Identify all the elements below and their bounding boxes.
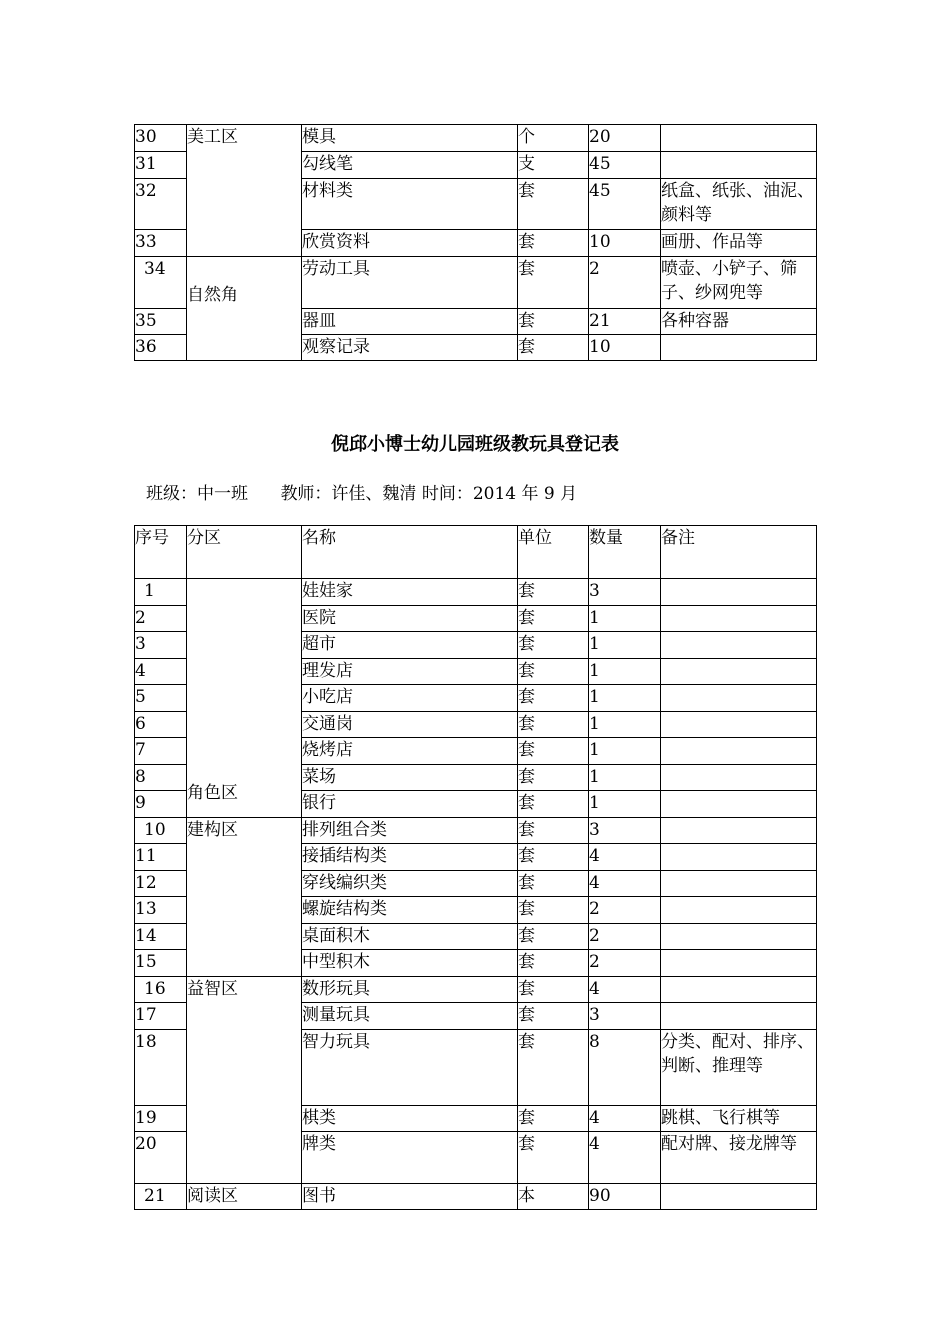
row-number: 3 [135,632,187,659]
item-note [661,897,817,924]
item-unit: 套 [518,923,589,950]
item-quantity: 1 [589,791,661,818]
row-number: 30 [135,125,187,152]
area-nature: 自然角 [187,257,302,361]
row-number: 18 [135,1029,187,1105]
item-quantity: 1 [589,605,661,632]
row-number: 4 [135,658,187,685]
item-name: 劳动工具 [302,257,518,309]
item-unit: 套 [518,685,589,712]
item-quantity: 4 [589,870,661,897]
item-name: 螺旋结构类 [302,897,518,924]
table-row [135,579,817,606]
item-quantity: 4 [589,844,661,871]
row-number: 6 [135,711,187,738]
item-unit: 套 [518,817,589,844]
toy-register-table-continued [134,124,817,361]
item-name: 牌类 [302,1131,518,1183]
item-note: 分类、配对、排序、判断、推理等 [661,1029,817,1105]
item-unit: 本 [518,1183,589,1210]
item-unit: 套 [518,257,589,309]
item-name: 小吃店 [302,685,518,712]
item-note [661,152,817,179]
item-quantity: 3 [589,1003,661,1030]
item-name: 交通岗 [302,711,518,738]
item-name: 智力玩具 [302,1029,518,1105]
row-number: 13 [135,897,187,924]
item-quantity: 45 [589,179,661,230]
item-note [661,1183,817,1210]
item-note [661,579,817,606]
register-meta [146,479,577,504]
item-quantity: 4 [589,1131,661,1183]
item-note [661,685,817,712]
item-name: 穿线编织类 [302,870,518,897]
item-note [661,738,817,765]
item-quantity: 2 [589,897,661,924]
area-read: 阅读区 [187,1183,302,1210]
item-name: 观察记录 [302,335,518,361]
item-unit: 套 [518,335,589,361]
item-note [661,817,817,844]
teacher-label: 教师：许佳、魏清 [280,484,417,504]
header-name: 名称 [302,526,518,579]
row-number: 32 [135,179,187,230]
header-note: 备注 [661,526,817,579]
item-name: 排列组合类 [302,817,518,844]
item-note [661,791,817,818]
item-unit: 套 [518,579,589,606]
item-note [661,950,817,977]
item-note [661,923,817,950]
row-number: 11 [135,844,187,871]
item-unit: 套 [518,1003,589,1030]
item-unit: 个 [518,125,589,152]
item-name: 模具 [302,125,518,152]
item-unit: 套 [518,658,589,685]
item-unit: 套 [518,632,589,659]
item-name: 接插结构类 [302,844,518,871]
row-number: 31 [135,152,187,179]
item-name: 银行 [302,791,518,818]
item-note: 各种容器 [661,309,817,335]
item-quantity: 2 [589,923,661,950]
item-unit: 套 [518,791,589,818]
item-note [661,632,817,659]
item-note [661,870,817,897]
page-title: 倪邱小博士幼儿园班级教玩具登记表 [331,434,619,455]
item-name: 烧烤店 [302,738,518,765]
item-note [661,605,817,632]
item-name: 理发店 [302,658,518,685]
item-unit: 套 [518,1131,589,1183]
item-note: 配对牌、接龙牌等 [661,1131,817,1183]
item-unit: 套 [518,1105,589,1131]
item-note [661,125,817,152]
item-name: 棋类 [302,1105,518,1131]
item-name: 勾线笔 [302,152,518,179]
item-note: 喷壶、小铲子、筛子、纱网兜等 [661,257,817,309]
item-name: 超市 [302,632,518,659]
item-note [661,658,817,685]
header-unit: 单位 [518,526,589,579]
item-name: 材料类 [302,179,518,230]
item-unit: 套 [518,976,589,1003]
row-number: 16 [135,976,187,1003]
item-note [661,844,817,871]
item-name: 图书 [302,1183,518,1210]
class-label: 班级：中一班 [146,484,248,504]
item-unit: 套 [518,179,589,230]
row-number: 1 [135,579,187,606]
header-area: 分区 [187,526,302,579]
item-unit: 套 [518,950,589,977]
table-row [135,125,817,152]
item-quantity: 90 [589,1183,661,1210]
item-quantity: 1 [589,738,661,765]
item-name: 数形玩具 [302,976,518,1003]
item-quantity: 10 [589,335,661,361]
area-build: 建构区 [187,817,302,976]
table-header-row [135,526,817,579]
item-unit: 套 [518,230,589,257]
row-number: 10 [135,817,187,844]
item-quantity: 20 [589,125,661,152]
row-number: 21 [135,1183,187,1210]
row-number: 15 [135,950,187,977]
table-row [135,817,817,844]
area-art: 美工区 [187,125,302,257]
item-name: 菜场 [302,764,518,791]
row-number: 19 [135,1105,187,1131]
item-unit: 套 [518,738,589,765]
area-role: 角色区 [187,579,302,818]
item-unit: 套 [518,897,589,924]
toy-register-table [134,525,817,1210]
item-quantity: 1 [589,658,661,685]
table-row [135,976,817,1003]
item-quantity: 1 [589,711,661,738]
header-number: 序号 [135,526,187,579]
row-number: 20 [135,1131,187,1183]
row-number: 5 [135,685,187,712]
item-note [661,711,817,738]
row-number: 2 [135,605,187,632]
area-puzzle: 益智区 [187,976,302,1183]
row-number: 9 [135,791,187,818]
item-name: 医院 [302,605,518,632]
time-label: 时间：2014 年 9 月 [421,484,578,504]
item-unit: 套 [518,844,589,871]
item-unit: 套 [518,1029,589,1105]
item-quantity: 21 [589,309,661,335]
row-number: 12 [135,870,187,897]
item-unit: 套 [518,605,589,632]
item-name: 桌面积木 [302,923,518,950]
item-name: 中型积木 [302,950,518,977]
header-quantity: 数量 [589,526,661,579]
item-note: 跳棋、飞行棋等 [661,1105,817,1131]
item-note [661,1003,817,1030]
item-quantity: 10 [589,230,661,257]
item-quantity: 2 [589,257,661,309]
row-number: 14 [135,923,187,950]
item-quantity: 45 [589,152,661,179]
row-number: 33 [135,230,187,257]
item-name: 欣赏资料 [302,230,518,257]
item-unit: 套 [518,309,589,335]
item-quantity: 3 [589,817,661,844]
item-unit: 支 [518,152,589,179]
item-quantity: 1 [589,685,661,712]
row-number: 36 [135,335,187,361]
row-number: 8 [135,764,187,791]
item-quantity: 8 [589,1029,661,1105]
row-number: 7 [135,738,187,765]
item-name: 娃娃家 [302,579,518,606]
item-name: 测量玩具 [302,1003,518,1030]
item-name: 器皿 [302,309,518,335]
row-number: 17 [135,1003,187,1030]
item-unit: 套 [518,711,589,738]
table-row [135,1183,817,1210]
table-row [135,257,817,309]
item-note [661,764,817,791]
item-quantity: 4 [589,976,661,1003]
item-note [661,976,817,1003]
item-note: 画册、作品等 [661,230,817,257]
row-number: 35 [135,309,187,335]
item-quantity: 3 [589,579,661,606]
item-note [661,335,817,361]
item-quantity: 1 [589,632,661,659]
item-unit: 套 [518,764,589,791]
item-quantity: 1 [589,764,661,791]
item-quantity: 2 [589,950,661,977]
item-unit: 套 [518,870,589,897]
item-quantity: 4 [589,1105,661,1131]
item-note: 纸盒、纸张、油泥、颜料等 [661,179,817,230]
row-number: 34 [135,257,187,309]
